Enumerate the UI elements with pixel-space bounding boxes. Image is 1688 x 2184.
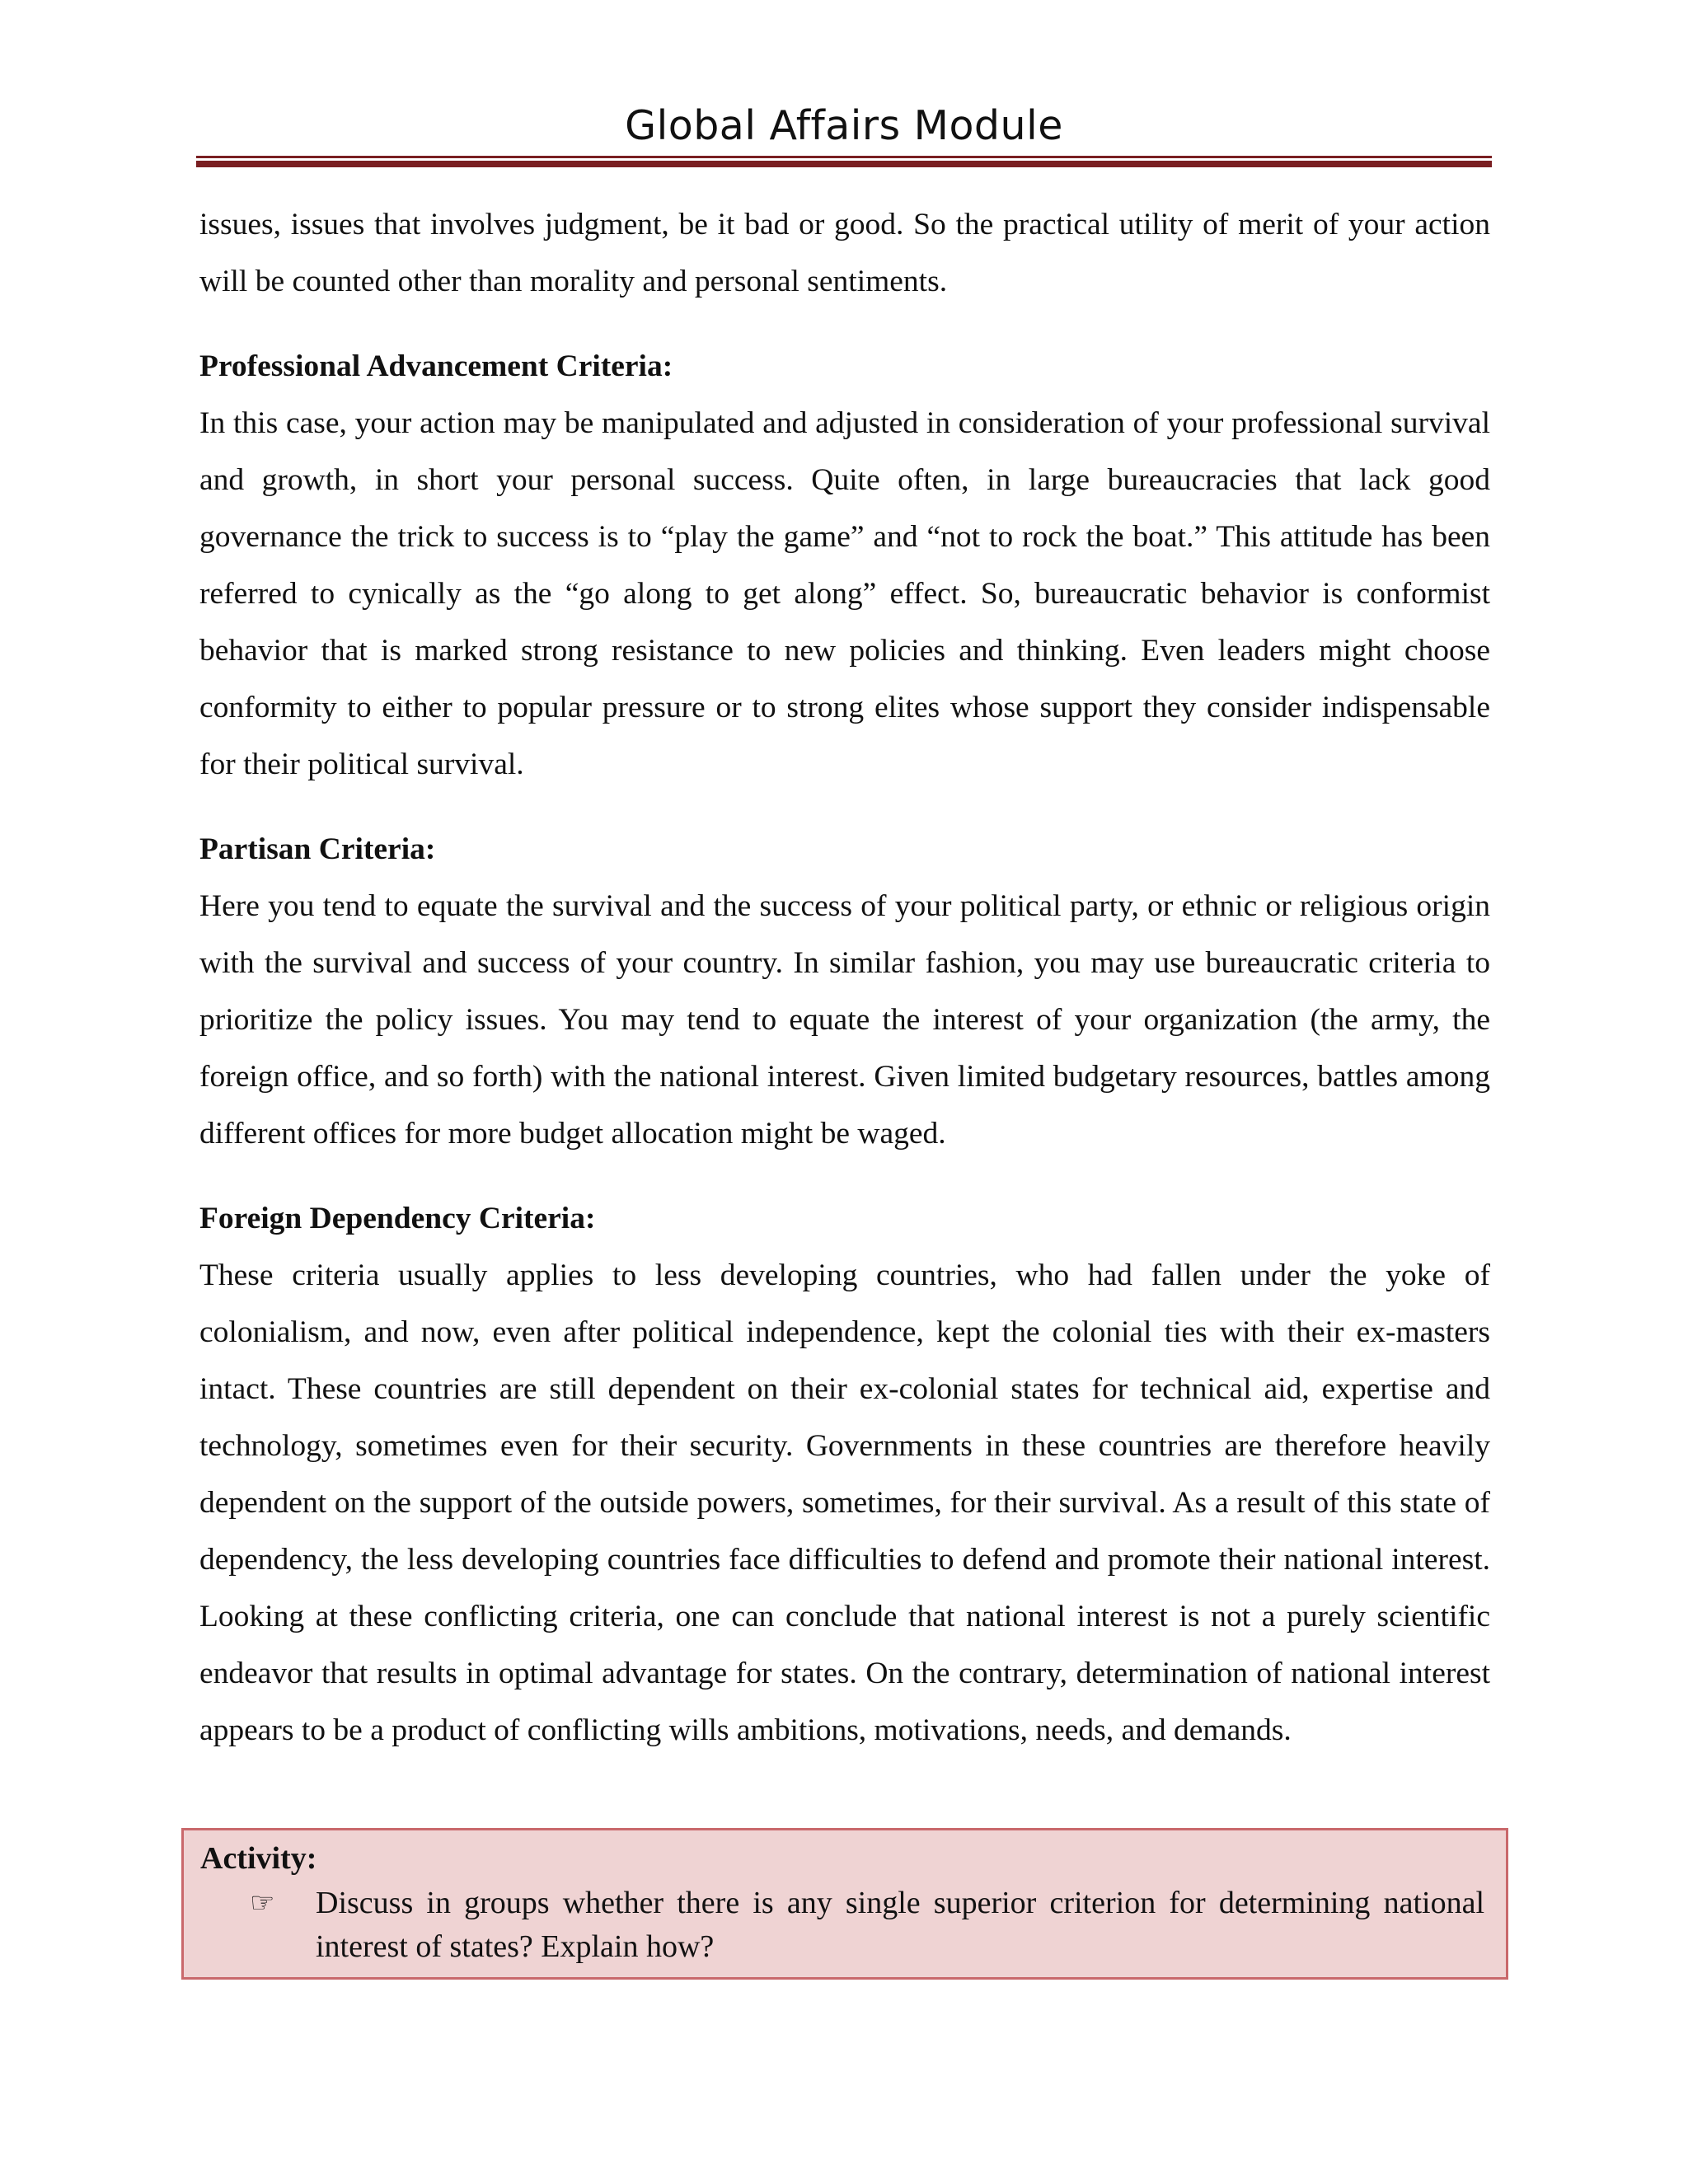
activity-box (181, 1828, 1508, 1980)
section-gap (199, 793, 1490, 821)
section-heading-foreign-dependency: Foreign Dependency Criteria: (199, 1202, 596, 1235)
activity-title: Activity: (200, 1841, 317, 1876)
section-paragraph-partisan: Here you tend to equate the survival and the success of your political party, or ethnic or religious origin with the survival and success of your country. In similar fashion, you may use bureaucratic criteria to prioritize the policy issues. You may tend to equate the interest of your organization (the army, the foreign office, and so forth) with the national interest. Given limited budgetary resources, battles among different offices for more budget allocation might be waged. (199, 889, 1490, 1151)
document-body (199, 196, 1490, 1759)
section-heading-partisan: Partisan Criteria: (199, 832, 436, 866)
pointing-hand-icon: ☞ (250, 1886, 275, 1919)
section-paragraph-professional-advancement: In this case, your action may be manipulated and adjusted in consideration of your professional survival and growth, in short your personal success. Quite often, in large bureaucracies that lack good governance the trick to success is to “play the game” and “not to rock the boat.” This attitude has been referred to cynically as the “go along to get along” effect. So, bureaucratic behavior is conformist behavior that is marked strong resistance to new policies and thinking. Even leaders might choose conformity to either to popular pressure or to strong elites whose support they consider indispensable for their political survival. (199, 406, 1490, 781)
section-gap (199, 310, 1490, 338)
section-gap (199, 1162, 1490, 1190)
section-heading-professional-advancement: Professional Advancement Criteria: (199, 349, 673, 383)
header-rule-thin (196, 156, 1492, 158)
page-header-title: Global Affairs Module (625, 102, 1063, 149)
header-rule-thick (196, 161, 1492, 167)
section-paragraph-foreign-dependency: These criteria usually applies to less developing countries, who had fallen under the yoke of colonialism, and now, even after political independence, kept the colonial ties with their ex-masters intact. These countries are still dependent on their ex-colonial states for technical aid, expertise and technology, sometimes even for their security. Governments in these countries are therefore heavily dependent on the support of the outside powers, sometimes, for their survival. As a result of this state of dependency, the less developing countries face difficulties to defend and promote their national interest. Looking at these conflicting criteria, one can conclude that national interest is not a purely scientific endeavor that results in optimal advantage for states. On the contrary, determination of national interest appears to be a product of conflicting wills ambitions, motivations, needs, and demands. (199, 1258, 1490, 1747)
intro-paragraph: issues, issues that involves judgment, be it bad or good. So the practical utility of merit of your action will be counted other than morality and personal sentiments. (199, 208, 1490, 298)
activity-item-text: Discuss in groups whether there is any single superior criterion for determining national interest of states? Explain how? (316, 1886, 1484, 1964)
activity-list-item (250, 1882, 1484, 1969)
